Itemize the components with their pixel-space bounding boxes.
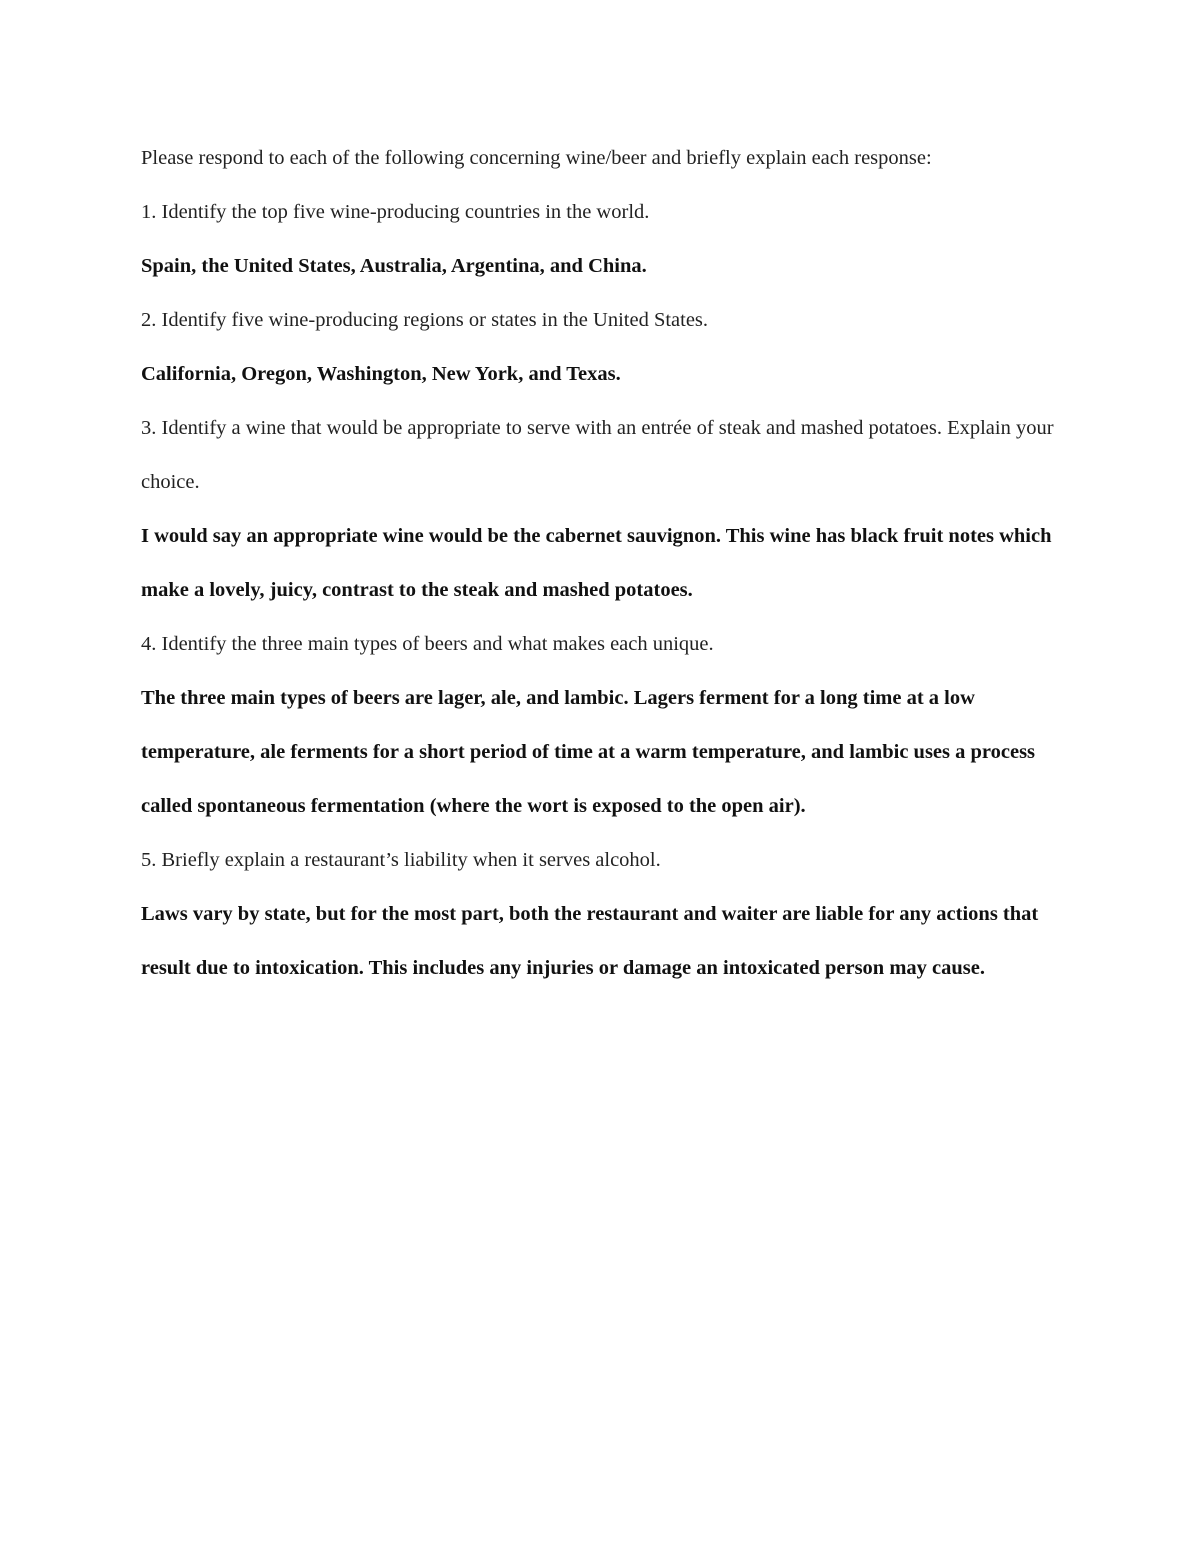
question-4: 4. Identify the three main types of beers and what makes each unique. <box>141 633 714 655</box>
answer-5: Laws vary by state, but for the most part, both the restaurant and waiter are liable for any actions that result due to intoxication. This includes any injuries or damage an intoxicated person may cause. <box>141 903 1039 979</box>
question-5: 5. Briefly explain a restaurant’s liability when it serves alcohol. <box>141 849 661 871</box>
question-2: 2. Identify five wine-producing regions or states in the United States. <box>141 309 709 331</box>
answer-4: The three main types of beers are lager, ale, and lambic. Lagers ferment for a long time at a low temperature, ale ferments for a short period of time at a warm temperature, and lambic uses a process called spontaneous fermentation (where the wort is exposed to the open air). <box>141 687 1036 817</box>
answer-1: Spain, the United States, Australia, Argentina, and China. <box>141 255 647 277</box>
question-1: 1. Identify the top five wine-producing countries in the world. <box>141 201 650 223</box>
intro-text: Please respond to each of the following concerning wine/beer and briefly explain each response: <box>141 147 932 169</box>
answer-3: I would say an appropriate wine would be the cabernet sauvignon. This wine has black fruit notes which make a lovely, juicy, contrast to the steak and mashed potatoes. <box>141 525 1052 601</box>
document-body <box>141 131 1071 995</box>
question-3: 3. Identify a wine that would be appropriate to serve with an entrée of steak and mashed potatoes. Explain your choice. <box>141 417 1054 493</box>
answer-2: California, Oregon, Washington, New York, and Texas. <box>141 363 621 385</box>
